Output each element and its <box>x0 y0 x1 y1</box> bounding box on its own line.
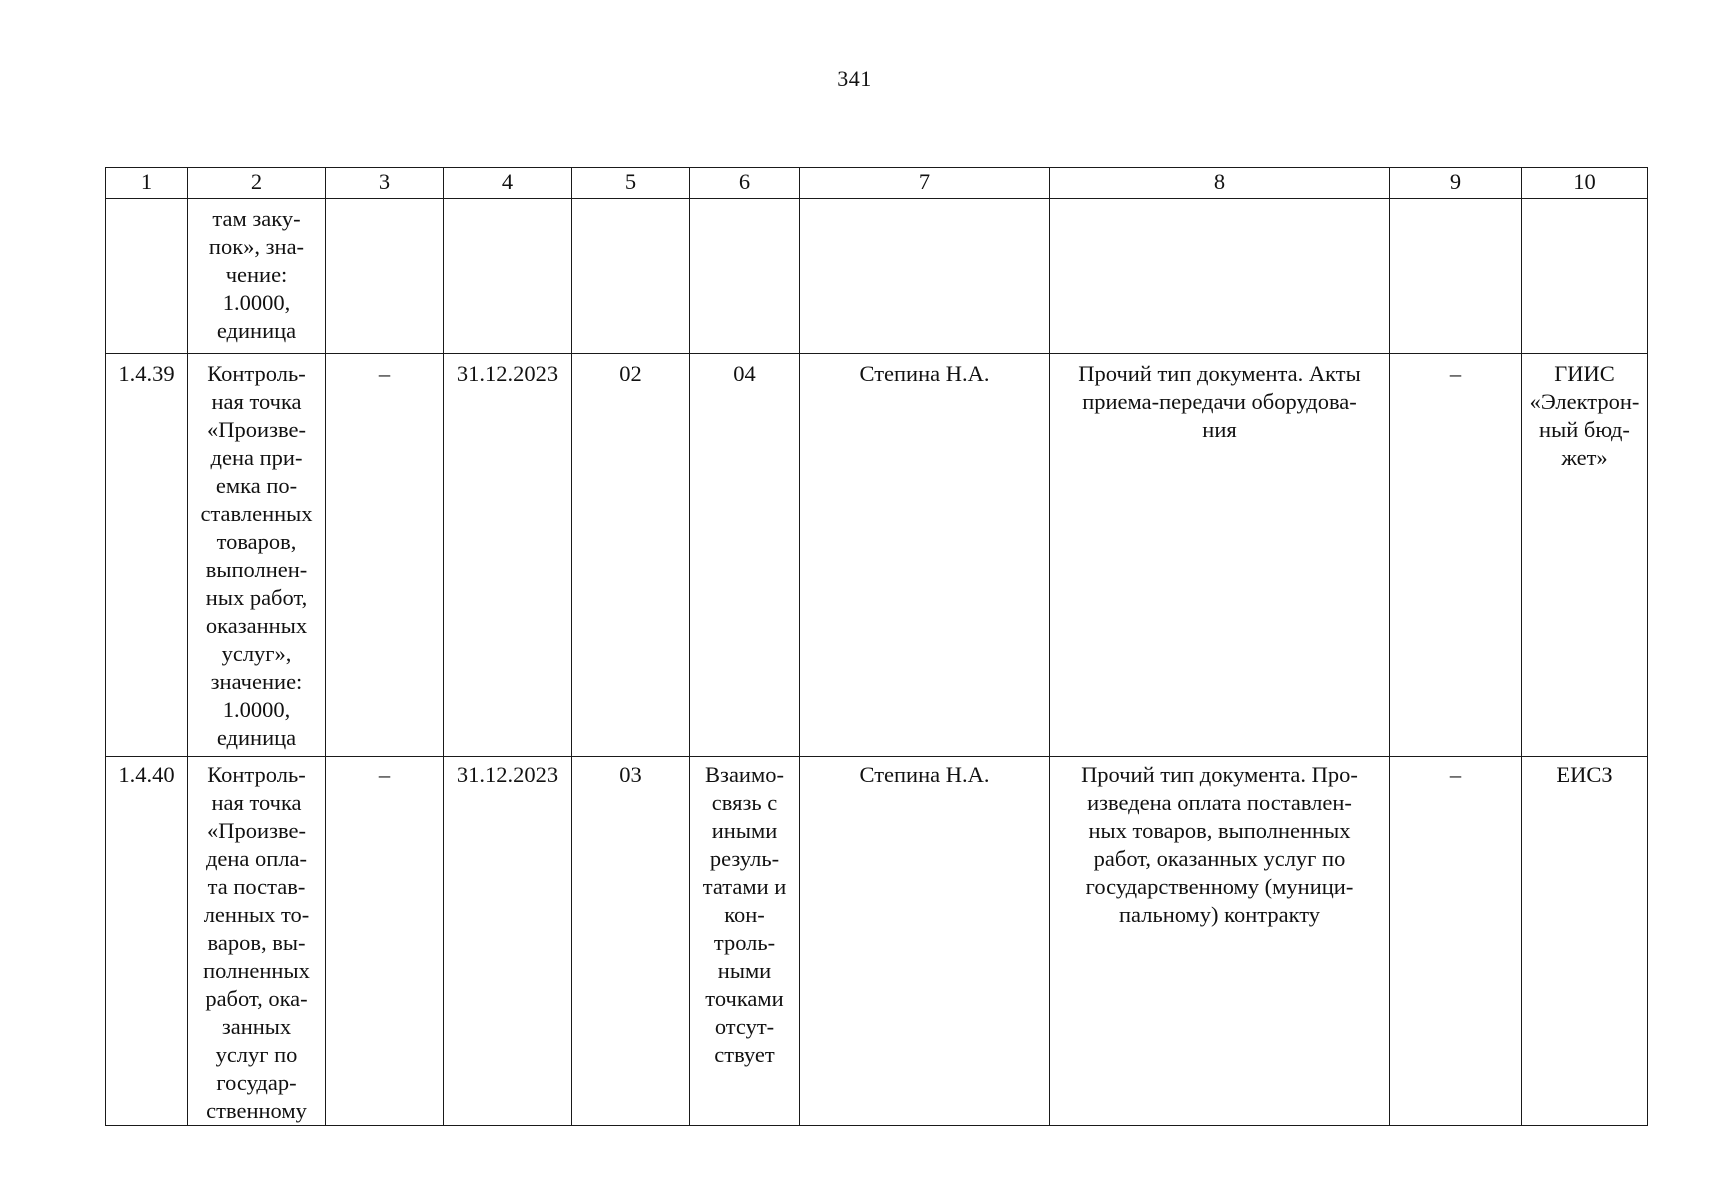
date-cell <box>444 199 572 354</box>
column-header: 9 <box>1390 168 1522 199</box>
date-cell: 31.12.2023 <box>444 354 572 757</box>
row-number-cell: 1.4.40 <box>106 757 188 1126</box>
column-header: 6 <box>690 168 800 199</box>
table-cell: – <box>326 757 444 1126</box>
column-header: 5 <box>572 168 690 199</box>
checkpoint-description-cell: Контроль- ная точка «Произве- дена при- емка по- ставленных товаров, выполнен- ных работ, оказанных услуг», значение: 1.0000, единица <box>188 354 326 757</box>
table-row <box>106 199 1648 354</box>
table-cell <box>572 199 690 354</box>
column-header: 3 <box>326 168 444 199</box>
table-cell: – <box>1390 757 1522 1126</box>
page-number: 341 <box>837 66 872 91</box>
table-cell: – <box>1390 354 1522 757</box>
responsible-cell <box>800 199 1050 354</box>
checkpoint-description-cell: Контроль- ная точка «Произве- дена опла- та постав- ленных то- варов, вы- полненных работ, ока- занных услуг по государ- ственному <box>188 757 326 1126</box>
table-row <box>106 354 1648 757</box>
column-header: 1 <box>106 168 188 199</box>
information-system-cell: ЕИСЗ <box>1522 757 1648 1126</box>
responsible-cell: Степина Н.А. <box>800 354 1050 757</box>
row-number-cell: 1.4.39 <box>106 354 188 757</box>
row-number-cell <box>106 199 188 354</box>
document-type-cell: Прочий тип документа. Про- изведена оплата поставлен- ных товаров, выполненных работ, оказанных услуг по государственному (муници- пальному) контракту <box>1050 757 1390 1126</box>
column-header: 7 <box>800 168 1050 199</box>
column-header: 4 <box>444 168 572 199</box>
information-system-cell <box>1522 199 1648 354</box>
table-cell <box>326 199 444 354</box>
column-header: 8 <box>1050 168 1390 199</box>
column-header: 2 <box>188 168 326 199</box>
table-cell: – <box>326 354 444 757</box>
column-number-row <box>106 168 1648 199</box>
table-cell <box>690 199 800 354</box>
information-system-cell: ГИИС «Электрон- ный бюд- жет» <box>1522 354 1648 757</box>
relationship-cell: Взаимо- связь с иными резуль- татами и кон- троль- ными точками отсут- ствует <box>690 757 800 1126</box>
table-cell: 03 <box>572 757 690 1126</box>
responsible-cell: Степина Н.А. <box>800 757 1050 1126</box>
table-cell: 02 <box>572 354 690 757</box>
table-row <box>106 757 1648 1126</box>
column-header: 10 <box>1522 168 1648 199</box>
checkpoint-description-cell: там заку- пок», зна- чение: 1.0000, единица <box>188 199 326 354</box>
table-cell <box>1390 199 1522 354</box>
table-cell: 04 <box>690 354 800 757</box>
date-cell: 31.12.2023 <box>444 757 572 1126</box>
document-table <box>105 167 1648 1126</box>
document-type-cell <box>1050 199 1390 354</box>
document-type-cell: Прочий тип документа. Акты приема-передачи оборудова- ния <box>1050 354 1390 757</box>
